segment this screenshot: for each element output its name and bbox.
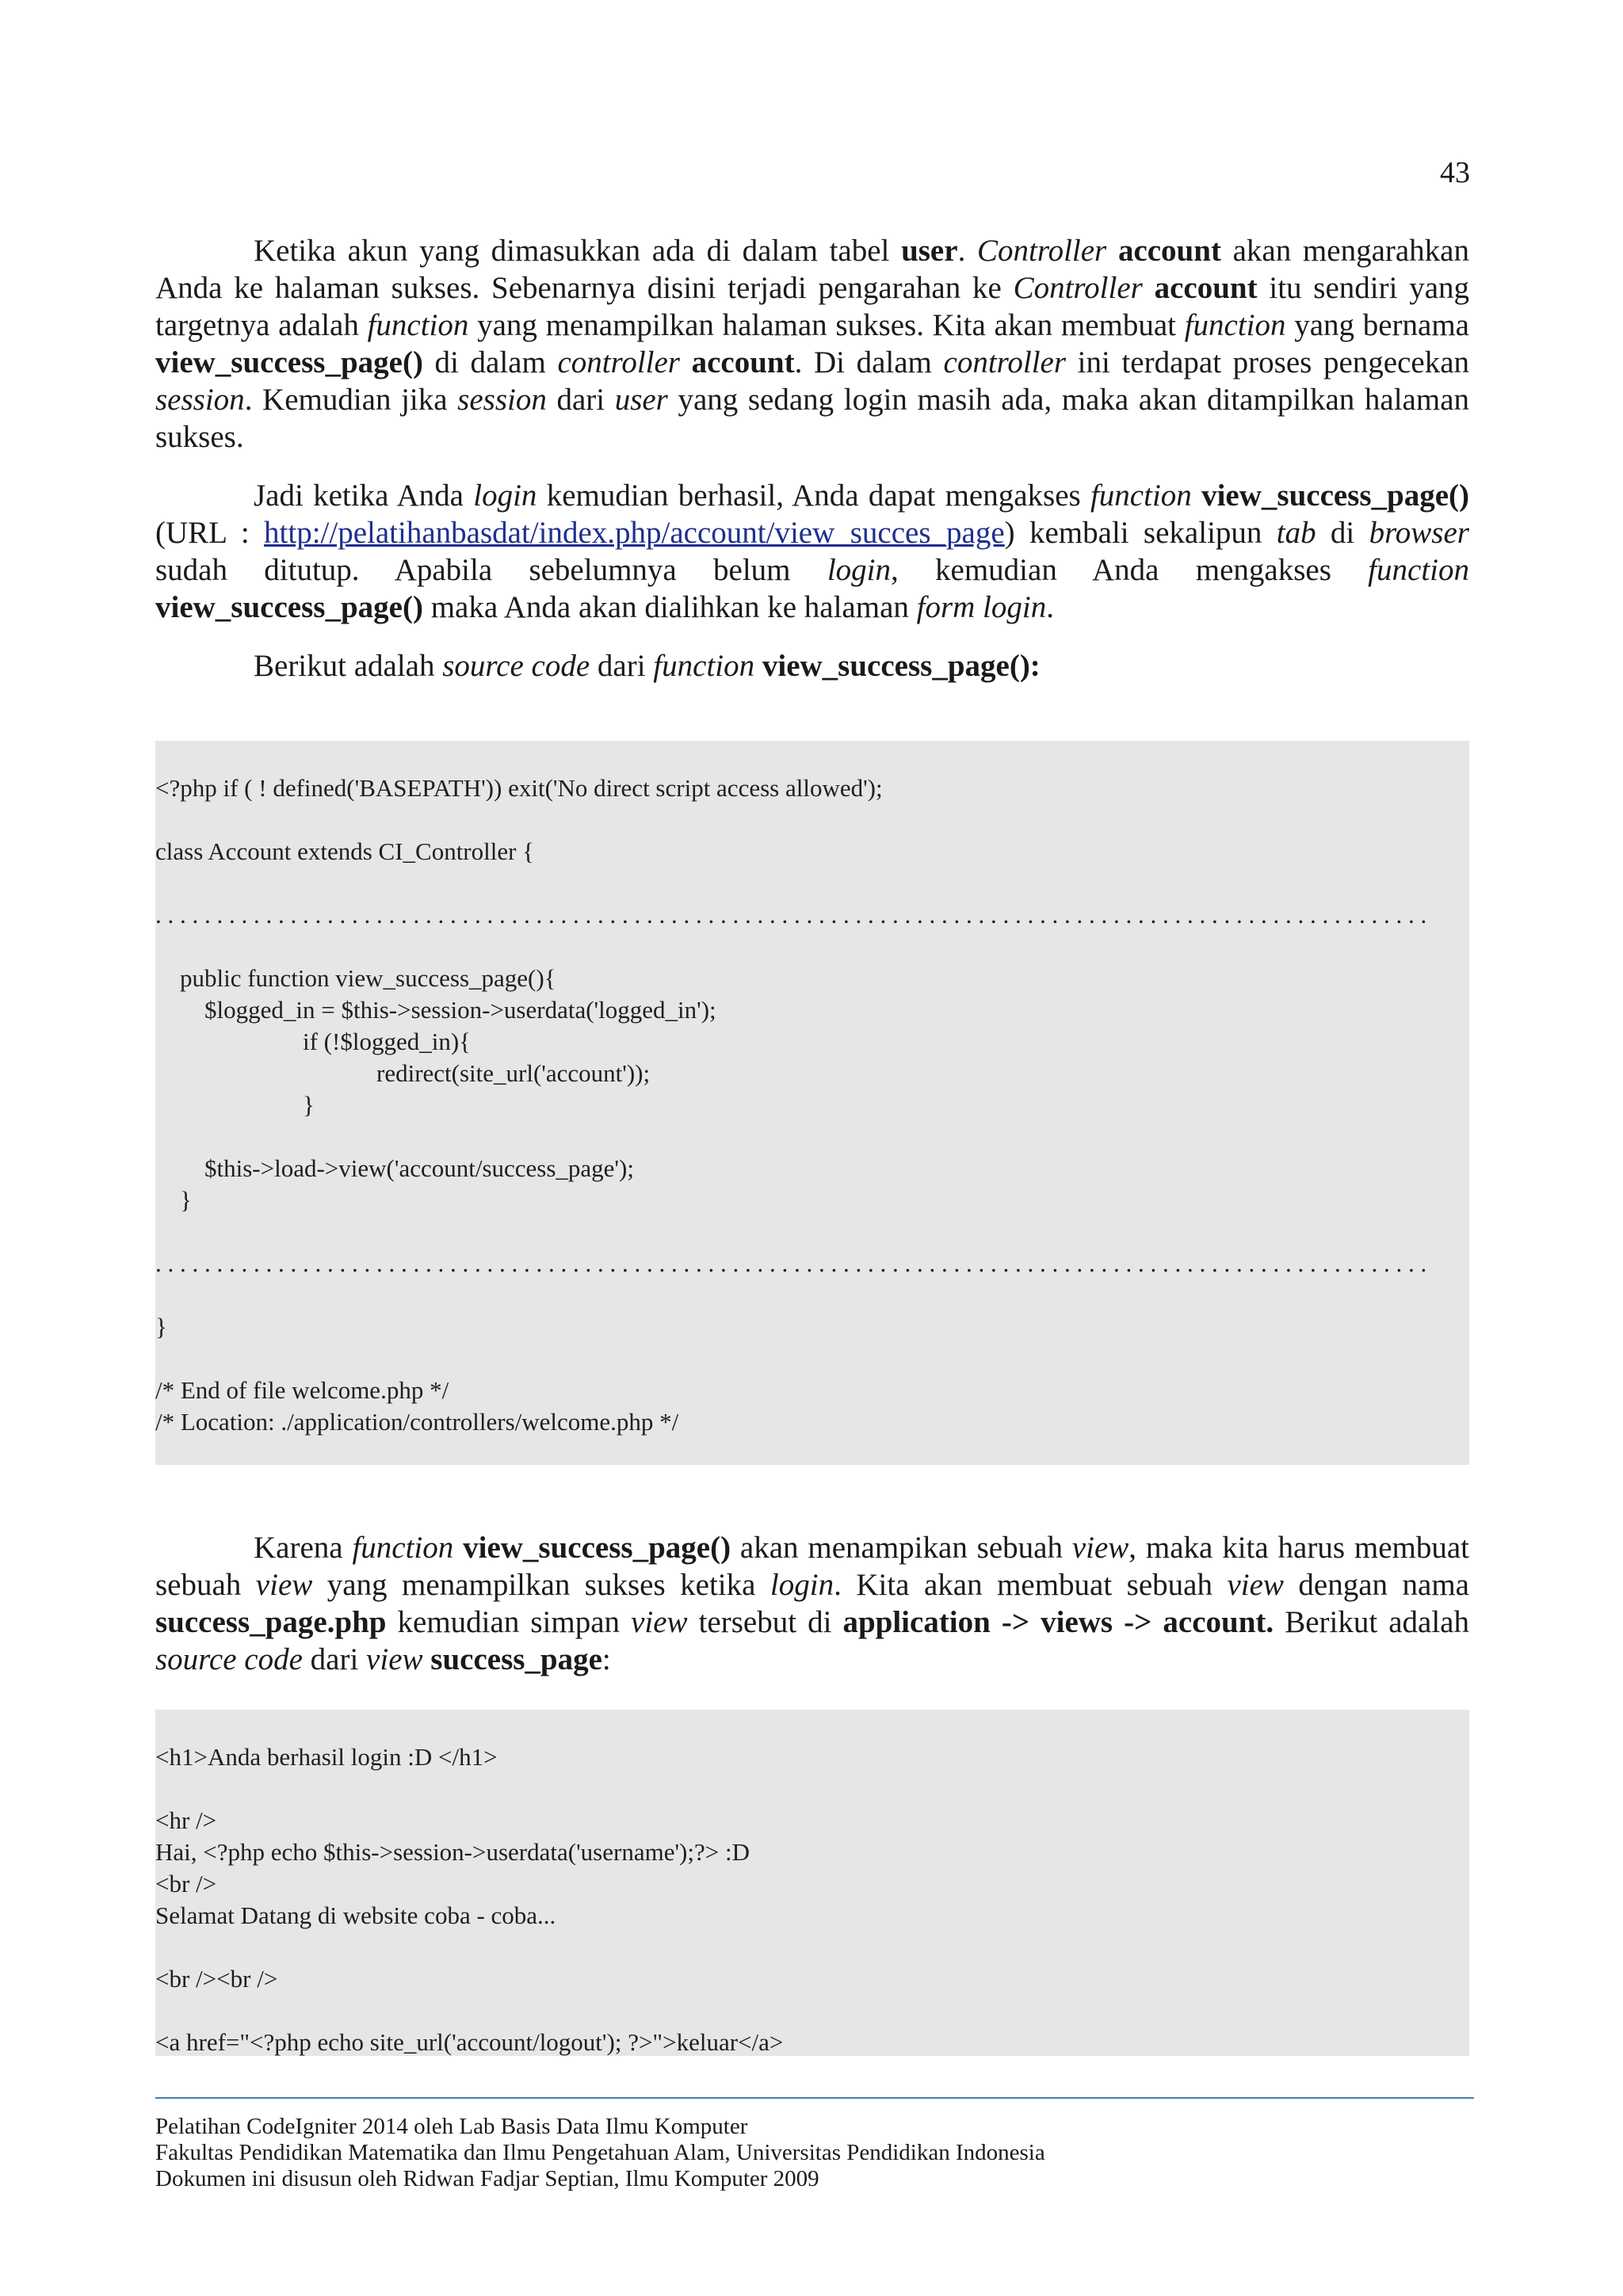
text: kemudian berhasil, Anda dapat mengakses [537,479,1090,513]
italic-text: function [1368,553,1469,587]
text: yang menampilkan halaman sukses. Kita akan membuat [468,308,1185,342]
italic-text: tab [1276,516,1316,550]
text [754,649,762,683]
code-line [155,1932,1469,1963]
italic-text: login [827,553,891,587]
text: sudah ditutup. Apabila sebelumnya belum [155,553,827,587]
bold-text: view_success_page() [155,590,423,624]
italic-text: function [1184,308,1286,342]
text: di [1316,516,1369,550]
bold-text: account [691,345,795,379]
code-line [155,1280,1469,1311]
footer-line: Fakultas Pendidikan Matematika dan Ilmu Pengetahuan Alam, Universitas Pendidikan Indonesia [155,2140,1045,2165]
code-block-controller [155,741,1469,1465]
text: akan mengarahkan Anda ke halaman sukses. Sebenarnya disini terjadi pengarahan ke [155,234,1469,305]
italic-text: login [769,1568,834,1602]
text [1143,271,1155,305]
text: , maka kita harus membuat sebuah [155,1531,1469,1602]
italic-text: source code [155,1642,303,1676]
text [423,1642,431,1676]
code-line: $this->load->view('account/success_page'); [155,1154,634,1182]
code-line: <h1>Anda berhasil login :D </h1> [155,1743,498,1771]
text: : [601,1642,611,1676]
code-line [155,1995,1469,2027]
text: . Kemudian jika [244,383,458,417]
paragraph-2 [155,477,1469,626]
italic-text: controller [557,345,680,379]
text [1106,234,1118,268]
italic-text: form login [916,590,1047,624]
code-line: public function view_success_page(){ [155,964,556,992]
text: . Kita akan membuat sebuah [834,1568,1228,1602]
bold-text: view_success_page(): [762,649,1041,683]
code-line: /* Location: ./application/controllers/welcome.php */ [155,1408,679,1436]
code-line: if (!$logged_in){ [155,1028,472,1055]
text: ini terdapat proses pengecekan [1066,345,1470,379]
code-block-view [155,1710,1469,2056]
text: Ketika akun yang dimasukkan ada di dalam tabel [254,234,902,268]
code-line [155,1121,1469,1153]
italic-text: view [1071,1531,1129,1565]
code-ellipsis: . . . . . . . . . . . . . . . . . . . . . . . . . . . . . . . . . . . . . . . . . . . . . . . . . . . . . . . . . . . . . . . . . . . . . . . . . . . . . . . . . . . . . . . . . . . . . . . . . . . . . . . . [155,1249,1427,1277]
code-ellipsis: . . . . . . . . . . . . . . . . . . . . . . . . . . . . . . . . . . . . . . . . . . . . . . . . . . . . . . . . . . . . . . . . . . . . . . . . . . . . . . . . . . . . . . . . . . . . . . . . . . . . . . . . [155,901,1427,929]
code-line [155,868,1469,899]
text: (URL : [155,516,265,550]
text: dari [546,383,615,417]
italic-text: function [352,1531,454,1565]
code-line: Hai, <?php echo $this->session->userdata('username');?> :D [155,1838,750,1866]
code-line [155,1216,1469,1248]
italic-text: user [614,383,668,417]
url-link[interactable]: http://pelatihanbasdat/index.php/account/view_succes_page [264,516,1005,550]
text: maka Anda akan dialihkan ke halaman [422,590,917,624]
code-line: } [155,1186,192,1214]
code-line: redirect(site_url('account')); [155,1059,651,1087]
body-text-top [155,232,1469,685]
paragraph-1 [155,232,1469,456]
code-line [155,1343,1469,1375]
italic-text: session [457,383,547,417]
text [680,345,692,379]
italic-text: login [473,479,537,513]
code-line: $logged_in = $this->session->userdata('logged_in'); [155,996,716,1024]
code-line: <?php if ( ! defined('BASEPATH')) exit('No direct script access allowed'); [155,774,883,802]
text: akan menampikan sebuah [731,1531,1072,1565]
text: . Di dalam [794,345,944,379]
text: . [1046,590,1054,624]
bold-text: application -> views -> account. [842,1605,1274,1639]
text: dari [590,649,654,683]
italic-text: view [1227,1568,1284,1602]
text: yang sedang login masih ada, maka akan ditampilkan halaman sukses. [155,383,1470,454]
bold-text: account [1117,234,1221,268]
code-line: } [155,1091,315,1119]
italic-text: session [155,383,245,417]
text: , kemudian Anda mengakses [890,553,1369,587]
paragraph-3 [155,647,1469,685]
code-line [155,804,1469,836]
text: dari [302,1642,367,1676]
italic-text: Controller [1013,271,1143,305]
text [453,1531,463,1565]
text: Berikut adalah [1274,1605,1469,1639]
code-line [155,1773,1469,1805]
italic-text: Controller [977,234,1107,268]
footer-line: Pelatihan CodeIgniter 2014 oleh Lab Basis Data Ilmu Komputer [155,2114,748,2139]
bold-text: view_success_page() [1201,479,1470,513]
text: Berikut adalah [254,649,443,683]
code-line: <hr /> [155,1806,217,1834]
text: dengan nama [1283,1568,1469,1602]
bold-text: success_page [430,1642,602,1676]
italic-text: controller [943,345,1067,379]
bold-text: user [901,234,958,268]
italic-text: view [366,1642,423,1676]
page-footer [155,2114,1045,2192]
text: . [957,234,977,268]
italic-text: source code [442,649,590,683]
code-line: /* End of file welcome.php */ [155,1376,449,1404]
code-line: class Account extends CI_Controller { [155,837,535,865]
text: yang menampilkan sukses ketika [312,1568,770,1602]
italic-text: view [255,1568,313,1602]
footer-line: Dokumen ini disusun oleh Ridwan Fadjar Septian, Ilmu Komputer 2009 [155,2166,819,2191]
bold-text: success_page.php [155,1605,387,1639]
code-line [155,931,1469,963]
text: Karena [254,1531,353,1565]
code-line: <a href="<?php echo site_url('account/logout'); ?>">keluar</a> [155,2028,784,2056]
text [1192,479,1201,513]
bold-text: view_success_page() [463,1531,731,1565]
code-line: Selamat Datang di website coba - coba... [155,1901,556,1929]
bold-text: view_success_page() [155,345,423,379]
text: ) kembali sekalipun [1004,516,1277,550]
text: di dalam [422,345,558,379]
text: kemudian simpan [386,1605,632,1639]
italic-text: function [1090,479,1192,513]
bold-text: account [1154,271,1258,305]
italic-text: function [653,649,755,683]
code-line: } [155,1313,167,1341]
italic-text: function [367,308,469,342]
italic-text: view [631,1605,688,1639]
page-number: 43 [1440,156,1470,189]
code-line: <br /><br /> [155,1965,278,1993]
text: Jadi ketika Anda [254,479,474,513]
paragraph-4 [155,1529,1469,1678]
footer-divider [155,2097,1474,2099]
text: tersebut di [687,1605,843,1639]
body-text-bottom [155,1529,1469,1678]
italic-text: browser [1369,516,1469,550]
text: itu sendiri yang targetnya adalah [155,271,1469,342]
text: yang bernama [1285,308,1469,342]
code-line: <br /> [155,1870,217,1897]
